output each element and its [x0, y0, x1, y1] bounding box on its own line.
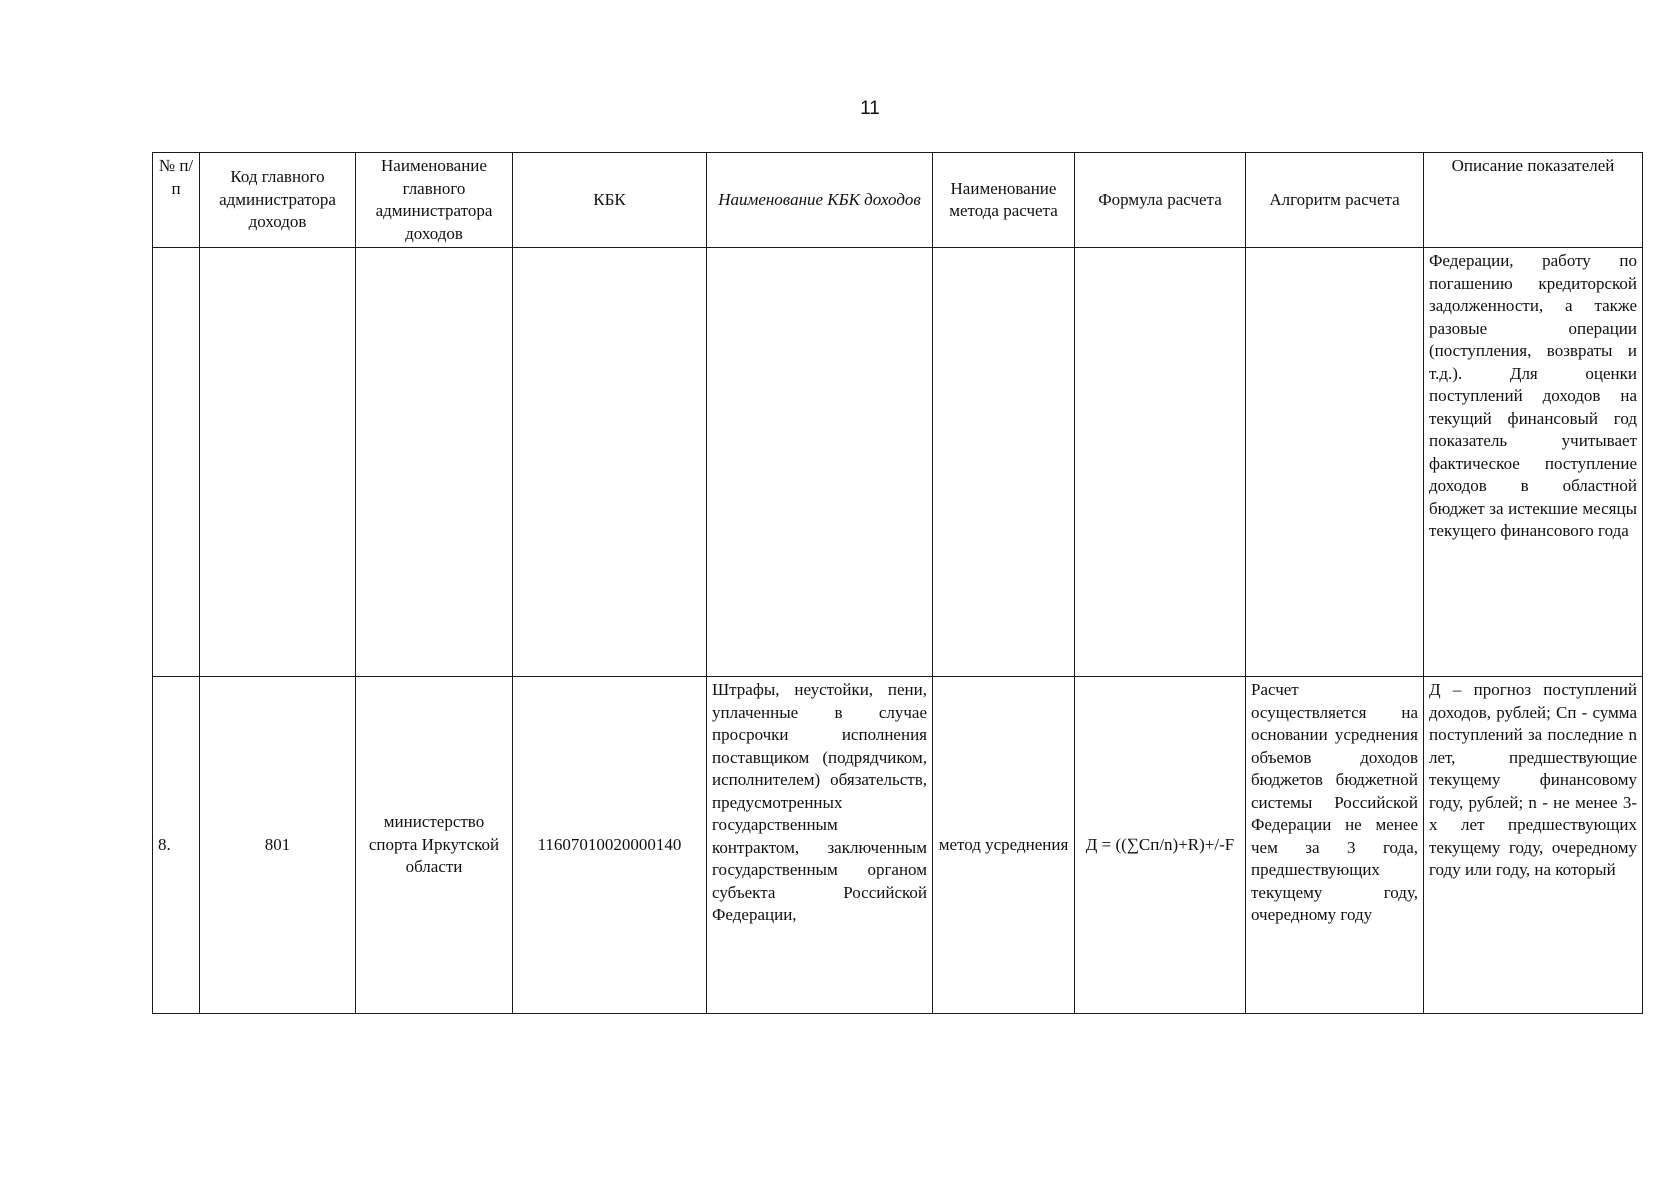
- cell-method-8: метод усреднения: [933, 677, 1075, 1014]
- cell-num: [153, 248, 200, 677]
- header-method: Наименование метода расчета: [933, 153, 1075, 248]
- cell-kbk-8: 11607010020000140: [513, 677, 707, 1014]
- cell-method: [933, 248, 1075, 677]
- header-row: [153, 153, 1643, 248]
- table-row-continuation: [153, 248, 1643, 677]
- cell-admin-name: [356, 248, 513, 677]
- header-admin-name: Наименование главного администратора доходов: [356, 153, 513, 248]
- header-admin-code: Код главного администратора доходов: [200, 153, 356, 248]
- header-kbk-name: [707, 153, 933, 248]
- cell-description-8: Д – прогноз поступлений доходов, рублей; Сп - сумма поступлений за последние n лет, предшествующие текущему финансовому году, рублей; n - не менее 3-х лет предшествующих текущему году, очередному году или году, на который: [1424, 677, 1643, 1014]
- header-kbk-name-text: Наименование КБК доходов: [718, 189, 921, 209]
- table-row-8: [153, 677, 1643, 1014]
- cell-formula: [1075, 248, 1246, 677]
- header-algorithm: Алгоритм расчета: [1246, 153, 1424, 248]
- header-formula: Формула расчета: [1075, 153, 1246, 248]
- cell-admin-name-8: министерство спорта Иркутской области: [356, 677, 513, 1014]
- revenue-methods-table: [152, 152, 1643, 1014]
- cell-description-continued: Федерации, работу по погашению кредиторской задолженности, а также разовые операции (поступления, возвраты и т.д.). Для оценки поступлений доходов на текущий финансовый год показатель учитывает фактическое поступление доходов в областной бюджет за истекшие месяцы текущего финансового года: [1424, 248, 1643, 677]
- cell-admin-code: [200, 248, 356, 677]
- cell-admin-code-8: 801: [200, 677, 356, 1014]
- cell-num-8: 8.: [153, 677, 200, 1014]
- cell-kbk: [513, 248, 707, 677]
- page-number: 11: [860, 98, 880, 119]
- cell-algorithm: [1246, 248, 1424, 677]
- cell-kbk-name-8: Штрафы, неустойки, пени, уплаченные в случае просрочки исполнения поставщиком (подрядчиком, исполнителем) обязательств, предусмотренных государственным контрактом, заключенным государственным органом субъекта Российской Федерации,: [707, 677, 933, 1014]
- header-kbk: КБК: [513, 153, 707, 248]
- cell-formula-8: Д = ((∑Сп/n)+R)+/-F: [1075, 677, 1246, 1014]
- cell-kbk-name: [707, 248, 933, 677]
- header-description: Описание показателей: [1424, 153, 1643, 248]
- header-num: № п/п: [153, 153, 200, 248]
- cell-algorithm-8: Расчет осуществляется на основании усреднения объемов доходов бюджетов бюджетной системы Российской Федерации не менее чем за 3 года, предшествующих текущему году, очередному году: [1246, 677, 1424, 1014]
